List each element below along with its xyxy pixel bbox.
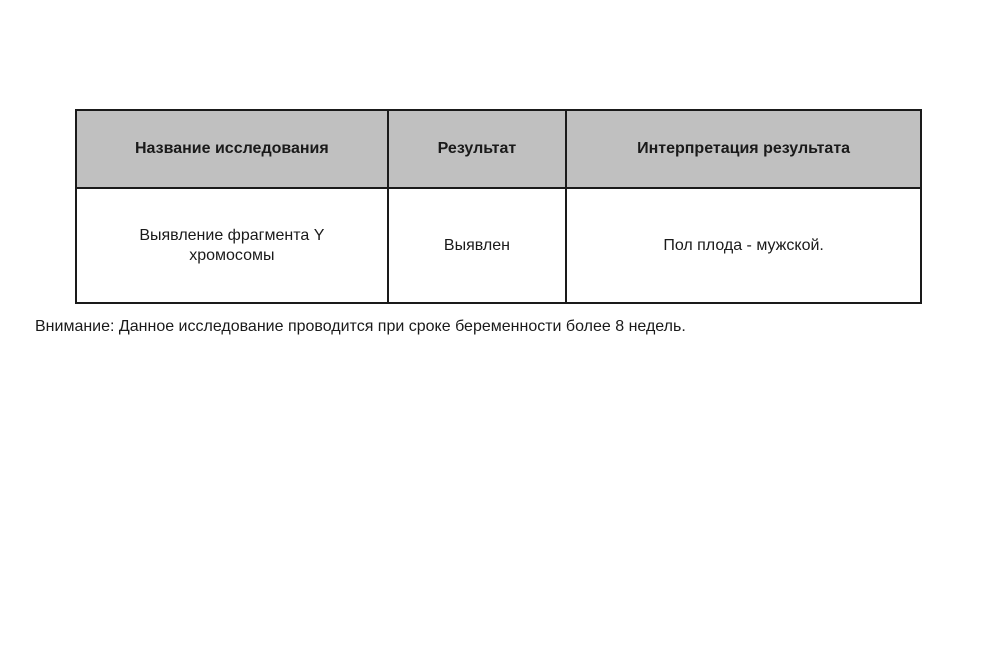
cell-interpretation: Пол плода - мужской. xyxy=(566,188,921,303)
header-result: Результат xyxy=(388,110,566,188)
table-header xyxy=(76,110,921,188)
footnote-warning: Внимание: Данное исследование проводится при сроке беременности более 8 недель. xyxy=(35,318,686,335)
cell-result: Выявлен xyxy=(388,188,566,303)
header-row xyxy=(76,110,921,188)
cell-test-name xyxy=(76,188,388,303)
results-table xyxy=(75,109,922,304)
header-interpretation: Интерпретация результата xyxy=(566,110,921,188)
header-test-name: Название исследования xyxy=(76,110,388,188)
table-row xyxy=(76,188,921,303)
table-body xyxy=(76,188,921,303)
test-name-text: Выявление фрагмента Y хромосомы xyxy=(139,226,325,264)
